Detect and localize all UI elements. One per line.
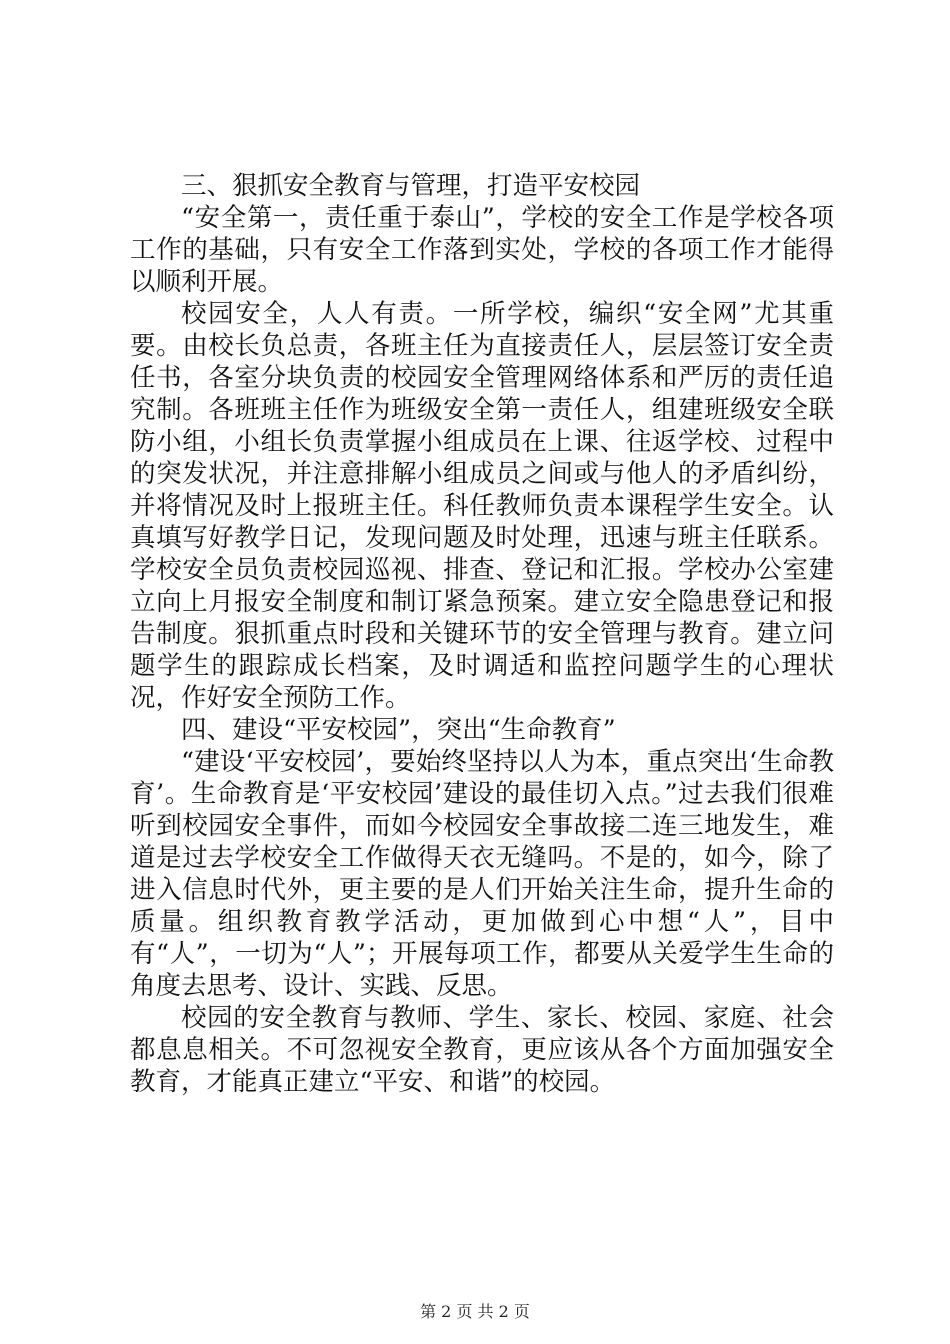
section-heading-4: 四、建设“平安校园”，突出“生命教育” (181, 715, 616, 745)
body-paragraph: 校园的安全教育与教师、学生、家长、校园、家庭、社会都息息相关。不可忽视安全教育，更应该从各个方面加强安全教育，才能真正建立“平安、和谐”的校园。 (130, 1003, 834, 1097)
body-paragraph: “安全第一，责任重于泰山”，学校的安全工作是学校各项工作的基础，只有安全工作落到实处，学校的各项工作才能得以顺利开展。 (130, 203, 834, 297)
body-paragraph: “建设‘平安校园’，要始终坚持以人为本，重点突出‘生命教育’。生命教育是‘平安校园’建设的最佳切入点。”过去我们很难听到校园安全事件，而如今校园安全事故接二连三地发生，难道是过去学校安全工作做得天衣无缝吗。不是的，如今，除了进入信息时代外，更主要的是人们开始关注生命，提升生命的质量。组织教育教学活动，更加做到心中想“人”，目中有“人”，一切为“人”；开展每项工作，都要从关爱学生生命的角度去思考、设计、实践、反思。 (130, 747, 834, 1001)
page-footer: 第 2 页 共 2 页 (420, 1302, 530, 1321)
body-paragraph: 校园安全，人人有责。一所学校，编织“安全网”尤其重要。由校长负总责，各班主任为直接责任人，层层签订安全责任书，各室分块负责的校园安全管理网络体系和严厉的责任追究制。各班班主任作为班级安全第一责任人，组建班级安全联防小组，小组长负责掌握小组成员在上课、往返学校、过程中的突发状况，并注意排解小组成员之间或与他人的矛盾纠纷，并将情况及时上报班主任。科任教师负责本课程学生安全。认真填写好教学日记，发现问题及时处理，迅速与班主任联系。学校安全员负责校园巡视、排查、登记和汇报。学校办公室建立向上月报安全制度和制订紧急预案。建立安全隐患登记和报告制度。狠抓重点时段和关键环节的安全管理与教育。建立问题学生的跟踪成长档案，及时调适和监控问题学生的心理状况，作好安全预防工作。 (130, 299, 834, 713)
document-body (130, 170, 834, 1098)
section-heading-3: 三、狠抓安全教育与管理，打造平安校园 (181, 171, 641, 201)
